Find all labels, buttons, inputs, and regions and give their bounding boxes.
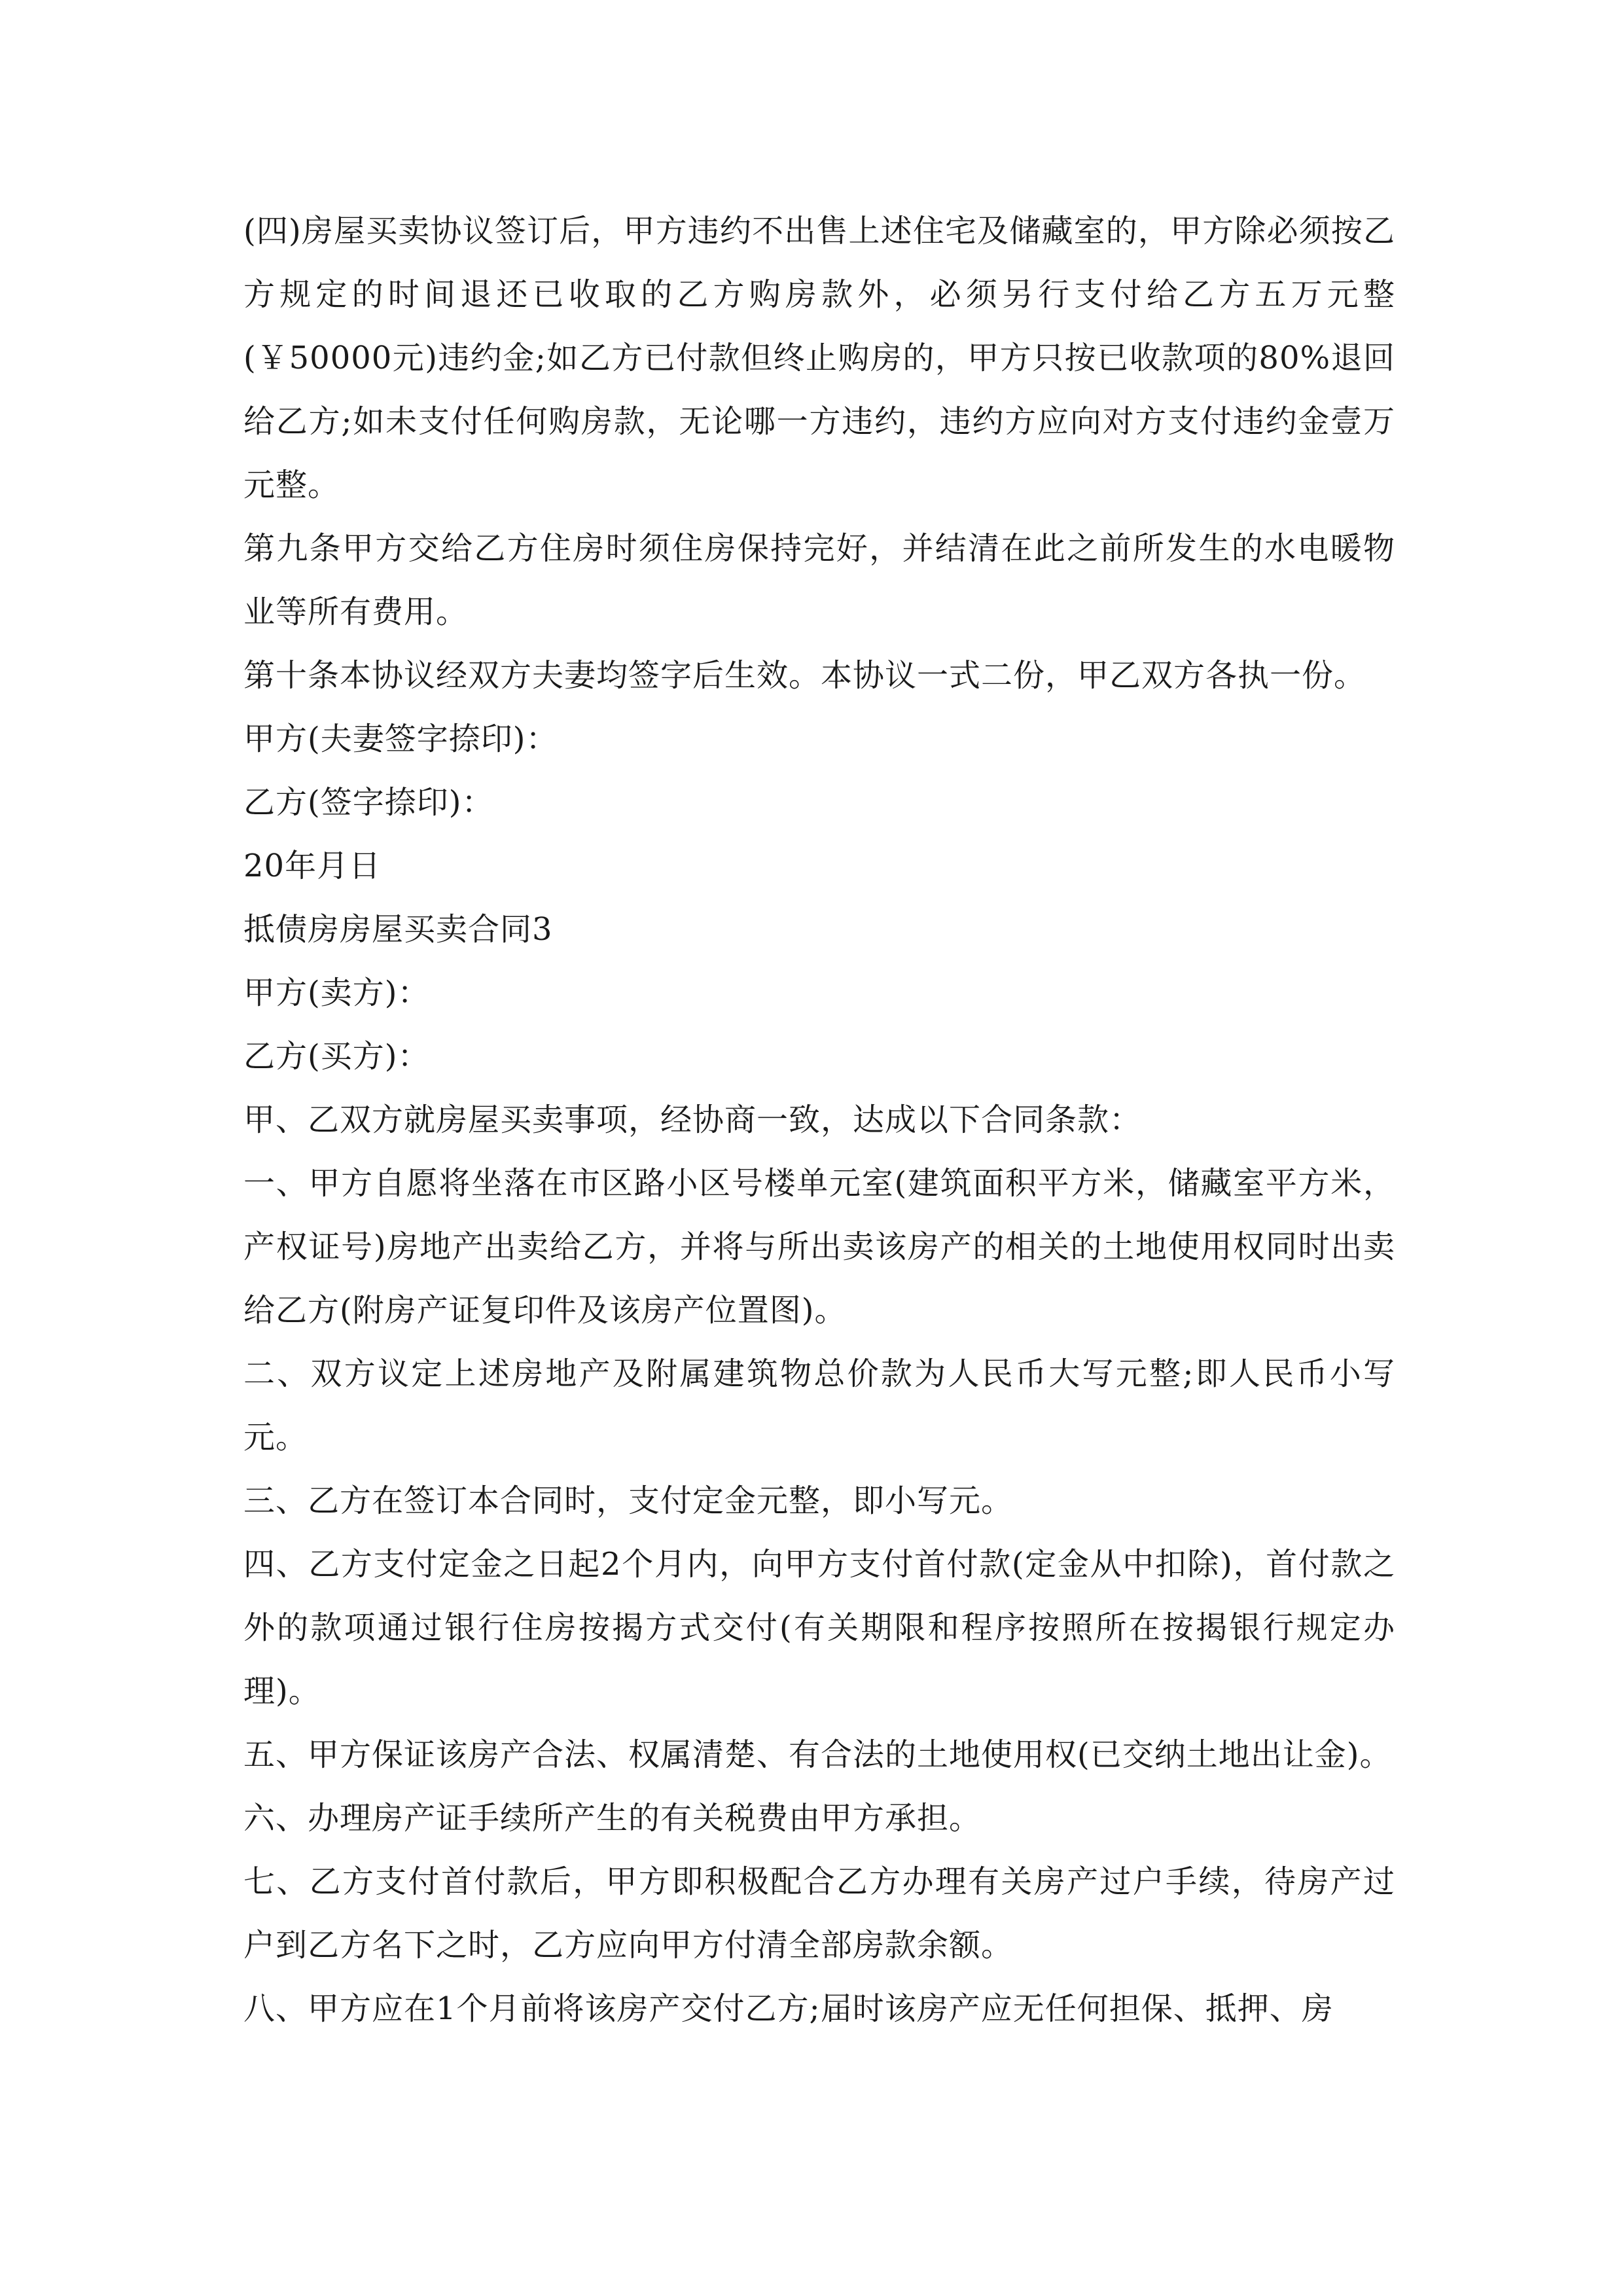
party-b-buyer: 乙方(买方)： (243, 1038, 430, 1075)
paragraph-article-10: 第十条本协议经双方夫妻均签字后生效。本协议一式二份，甲乙双方各执一份。 (243, 657, 1366, 694)
paragraph-clause-8: 八、甲方应在1个月前将该房产交付乙方;届时该房产应无任何担保、抵押、房 (243, 1990, 1334, 2027)
paragraph-clause-5: 五、甲方保证该房产合法、权属清楚、有合法的土地使用权(已交纳土地出让金)。 (243, 1736, 1392, 1773)
date-line: 20年月日 (243, 848, 382, 884)
paragraph-clause-4-breach: (四)房屋买卖协议签订后，甲方违约不出售上述住宅及储藏室的，甲方除必须按乙方规定的时间退还已收取的乙方购房款外，必须另行支付给乙方五万元整(￥50000元)违约金;如乙方已付款但终止购房的，甲方只按已收款项的80%退回给乙方;如未支付任何购房款，无论哪一方违约，违约方应向对方支付违约金壹万元整。 (243, 213, 1395, 503)
paragraph-clause-1: 一、甲方自愿将坐落在市区路小区号楼单元室(建筑面积平方米，储藏室平方米，产权证号)房地产出卖给乙方，并将与所出卖该房产的相关的土地使用权同时出卖给乙方(附房产证复印件及该房产位置图)。 (243, 1165, 1395, 1329)
party-a-signature-line: 甲方(夫妻签字捺印)： (243, 721, 558, 757)
paragraph-clause-6: 六、办理房产证手续所产生的有关税费由甲方承担。 (243, 1800, 982, 1837)
paragraph-article-9: 第九条甲方交给乙方住房时须住房保持完好，并结清在此之前所发生的水电暖物业等所有费用。 (243, 530, 1395, 630)
document-body (243, 200, 1395, 2041)
paragraph-clause-4: 四、乙方支付定金之日起2个月内，向甲方支付首付款(定金从中扣除)，首付款之外的款项通过银行住房按揭方式交付(有关期限和程序按照所在按揭银行规定办理)。 (243, 1546, 1395, 1710)
party-b-signature-line: 乙方(签字捺印)： (243, 784, 494, 821)
paragraph-clause-7: 七、乙方支付首付款后，甲方即积极配合乙方办理有关房产过户手续，待房产过户到乙方名下之时，乙方应向甲方付清全部房款余额。 (243, 1863, 1395, 1964)
paragraph-clause-3: 三、乙方在签订本合同时，支付定金元整，即小写元。 (243, 1482, 1014, 1519)
paragraph-preamble: 甲、乙双方就房屋买卖事项，经协商一致，达成以下合同条款： (243, 1102, 1142, 1138)
party-a-seller: 甲方(卖方)： (243, 975, 430, 1011)
paragraph-clause-2: 二、双方议定上述房地产及附属建筑物总价款为人民币大写元整;即人民币小写元。 (243, 1355, 1395, 1456)
contract-title: 抵债房房屋买卖合同3 (243, 911, 553, 948)
